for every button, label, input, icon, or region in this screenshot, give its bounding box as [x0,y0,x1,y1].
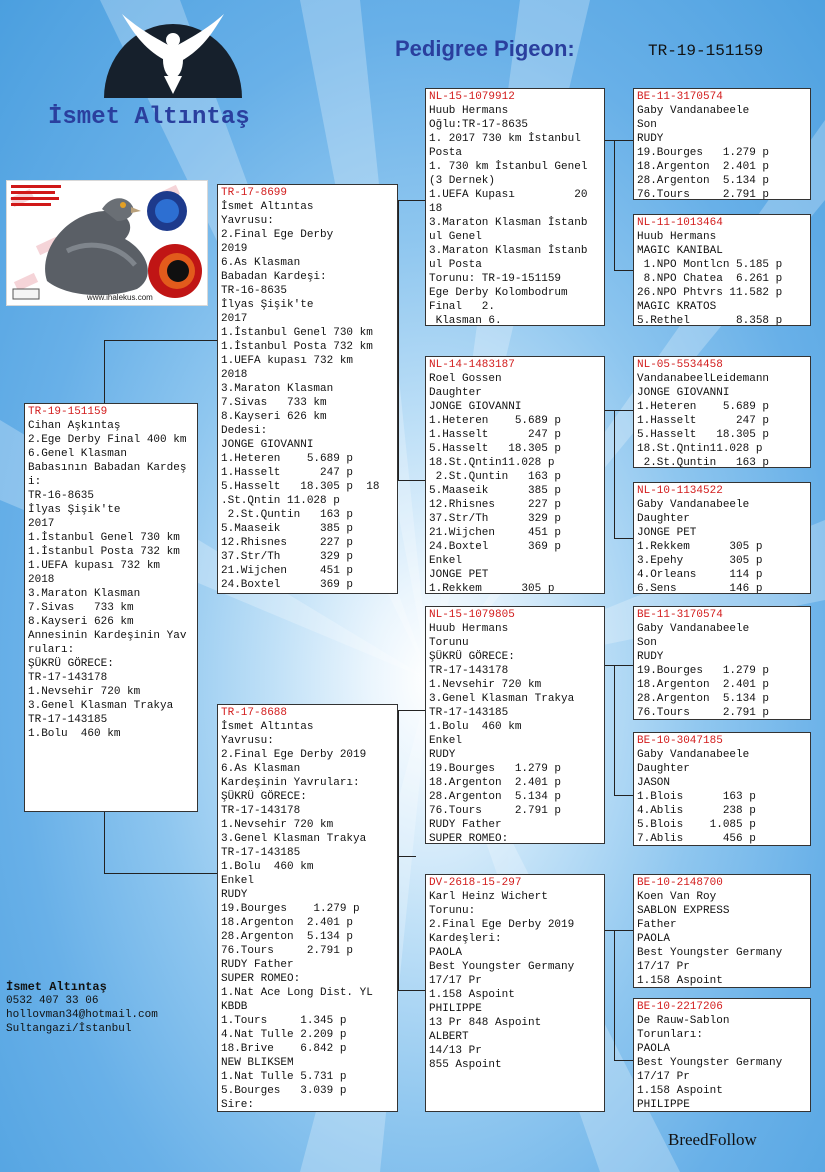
pigeon-info-line: 18.Argenton 2.401 p [637,161,770,173]
pigeon-info-line: 3.Genel Klasman Trakya [221,833,367,845]
pigeon-info-line: 5.Hasselt 18.305 p [429,443,562,455]
pigeon-info-line: Kardeşinin Yavruları: [221,777,360,789]
pigeon-info-line: TR-17-143178 [28,672,108,684]
pigeon-info-line: Gaby Vandanabeele [637,499,750,511]
ring-number: BE-10-3047185 [637,735,723,747]
pigeon-card-sire-sire [425,88,605,326]
pigeon-info-line: 37.Str/Th 329 p [221,551,354,563]
pigeon-info-line: 5.Blois 1.085 p [637,819,756,831]
pigeon-info-line: JONGE GIOVANNI [429,401,522,413]
pigeon-info-line: 1.İstanbul Genel 730 km [221,327,373,339]
pigeon-info-line: Daughter [429,387,482,399]
pigeon-info-line: TR-17-143178 [221,805,301,817]
pigeon-info-line: Cihan Aşkıntaş [28,420,121,432]
pigeon-info-line: 6.Sens 146 p [637,583,763,594]
pigeon-info-line: 5.Maaseik 385 p [221,523,354,535]
pigeon-info-line: SABLON EXPRESS [637,905,730,917]
pigeon-info-line: 3.Maraton Klasman [221,383,334,395]
pigeon-info-line: İsmet Altıntas [221,201,314,213]
pigeon-info-line: Enkel [221,875,255,887]
pigeon-info-line: 37.Str/Th 329 p [429,513,562,525]
pigeon-info-line: 1.UEFA kupası 732 km [221,355,354,367]
pigeon-info-line: 1.NPO Montlcn 5.185 p [637,259,783,271]
pigeon-info-line: 12.Rhisnes 227 p [221,537,354,549]
pigeon-info-line: Torunu: TR-19-151159 [429,273,562,285]
pigeon-info-line: 8.Kayseri 626 km [221,411,327,423]
pigeon-info-line: Huub Hermans [637,231,717,243]
pigeon-info-line: TR-17-143185 [221,847,301,859]
connector [398,990,425,991]
ring-number: BE-11-3170574 [637,91,723,103]
pigeon-info-line: 7.Ablis 456 p [637,833,756,845]
pigeon-info-line: (3 Dernek) [429,175,496,187]
pigeon-card-ds-dam [633,732,811,846]
pigeon-card-dd-dam [633,998,811,1112]
pigeon-info-line: JONGE PET [637,527,697,539]
connector [604,930,633,931]
connector [614,1060,633,1061]
pigeon-info-line: Kardeşleri: [429,933,502,945]
pigeon-info-line: 1.Blois 163 p [637,791,756,803]
pigeon-info-line: Best Youngster Germany [637,1057,783,1069]
pigeon-info-line: 2018 [28,574,55,586]
pigeon-info-line: MAGIC KANIBAL [637,245,723,257]
pigeon-info-line: 1.Heteren 5.689 p [637,401,770,413]
contact-email: hollovman34@hotmail.com [6,1009,158,1021]
ring-number: TR-19-151159 [28,406,108,418]
pigeon-info-line: 4.Nat Tulle 2.209 p [221,1029,347,1041]
pigeon-info-line: KBDB [221,1001,248,1013]
pigeon-info-line: 28.Argenton 5.134 p [637,175,770,187]
pigeon-info-line: 21.Wijchen 451 p [221,565,354,577]
pigeon-info-line: JONGE GIOVANNI [221,439,314,451]
ring-number: BE-10-2217206 [637,1001,723,1013]
pigeon-info-line: 1.Heteren 5.689 p [221,453,354,465]
pigeon-info-line: 1.Tours 1.345 p [221,1015,347,1027]
pigeon-info-line: 2.Final Ege Derby 2019 [221,749,367,761]
pigeon-info-line: 2017 [28,518,55,530]
connector [604,410,633,411]
pigeon-info-line: 1.158 Aspoint [637,1085,723,1097]
pigeon-info-line: Dedesi: [221,425,268,437]
pigeon-info-line: SUPER ROMEO: [429,833,509,844]
pigeon-info-line: Klasman 6. [429,315,502,326]
pigeon-info-line: 19.Bourges 1.279 p [637,147,770,159]
pigeon-info-line: 3.Genel Klasman Trakya [28,700,174,712]
pigeon-info-line: NEW BLIKSEM [221,1057,294,1069]
pigeon-info-line: Roel Gossen [429,373,502,385]
pigeon-info-line: SUPER ROMEO: [221,973,301,985]
connector [104,340,217,341]
pigeon-info-line: Enkel [429,735,463,747]
pigeon-card-ds-sire [633,606,811,720]
pigeon-info-line: Best Youngster Germany [429,961,575,973]
connector [398,200,399,480]
connector [614,795,633,796]
pigeon-info-line: ALBERT [429,1031,469,1043]
pigeon-info-line: ŞÜKRÜ GÖRECE: [429,651,515,663]
owner-name: İsmet Altıntaş [48,104,250,131]
pigeon-info-line: 2.St.Quntin 163 p [429,471,562,483]
pigeon-info-line: 1.Nat Ace Long Dist. YL [221,987,373,999]
pigeon-info-line: RUDY Father [429,819,502,831]
pigeon-photo [6,180,208,306]
pigeon-info-line: 6.As Klasman [221,257,301,269]
pigeon-info-line: JONGE GIOVANNI [637,387,730,399]
brand-logo-text: BreedFollow [668,1130,757,1149]
pigeon-info-line: 2.Ege Derby Final 400 km [28,434,187,446]
ring-number: NL-11-1013464 [637,217,723,229]
pigeon-info-line: 3.Maraton Klasman İstanb [429,217,588,229]
dove-logo [104,12,242,98]
pigeon-info-line: TR-16-8635 [28,490,95,502]
pigeon-info-line: ul Genel [429,231,482,243]
pigeon-info-line: 28.Argenton 5.134 p [637,693,770,705]
pigeon-card-sire [217,184,398,594]
pigeon-info-line: Ege Derby Kolombodrum [429,287,568,299]
pigeon-info-line: Father [637,919,677,931]
pigeon-info-line: 855 Aspoint [429,1059,502,1071]
pigeon-info-line: Babadan Kardeşi: [221,271,327,283]
pigeon-info-line: PHILIPPE [429,1003,482,1015]
pigeon-info-line: 2.St.Quntin 163 p [637,457,770,468]
pigeon-info-line: 1.İstanbul Genel 730 km [28,532,180,544]
pigeon-info-line: 17/17 Pr [637,961,690,973]
pigeon-info-line: 1.İstanbul Posta 732 km [28,546,180,558]
pigeon-info-line: 7.Sivas 733 km [28,602,134,614]
pigeon-info-line: 19.Bourges 1.279 p [429,763,562,775]
pigeon-info-line: 4.Orleans 114 p [637,569,763,581]
pigeon-info-line: 17/17 Pr [637,1071,690,1083]
pigeon-info-line: TR-16-8635 [221,285,288,297]
pigeon-info-line: 76.Tours 2.791 p [637,707,770,719]
connector [398,480,425,481]
pigeon-info-line: 28.Argenton 5.134 p [429,791,562,803]
pigeon-info-line: 12.Rhisnes 227 p [429,499,562,511]
connector [104,873,217,874]
pigeon-info-line: 4.Ablis 238 p [637,805,756,817]
pigeon-info-line: Son [637,119,657,131]
pigeon-info-line: ŞÜKRÜ GÖRECE: [221,791,307,803]
pigeon-info-line: 14/13 Pr [429,1045,482,1057]
pigeon-info-line: TR-17-143185 [429,707,509,719]
pigeon-info-line: 6.As Klasman [221,763,301,775]
pigeon-info-line: 1. 730 km İstanbul Genel [429,161,588,173]
pigeon-info-line: 24.Boxtel 369 p [221,579,354,591]
pigeon-info-line: i: [28,476,42,488]
pigeon-info-line: 1.Rekkem 305 p [429,583,555,594]
pigeon-info-line: Torunları: [637,1029,704,1041]
pigeon-info-line: 1.Rekkem 305 p [637,541,763,553]
pigeon-info-line: 6.Genel Klasman [28,448,128,460]
pigeon-info-line: MAGIC KRATOS [637,301,717,313]
pigeon-info-line: Yavrusu: [221,215,274,227]
pigeon-info-line: 1.Heteren 5.689 p [429,415,562,427]
ring-number: TR-17-8699 [221,187,288,199]
pigeon-info-line: 18.Brive 6.842 p [221,1043,347,1055]
pigeon-info-line: Annesinin Kardeşinin Yav [28,630,187,642]
pigeon-info-line: Posta [429,147,463,159]
contact-location: Sultangazi/İstanbul [6,1023,132,1035]
pigeon-card-sd-dam [633,482,811,594]
connector [614,270,633,271]
ring-number: NL-10-1134522 [637,485,723,497]
connector [614,930,615,1060]
pigeon-info-line: 3.Genel Klasman Trakya [429,693,575,705]
connector [604,140,633,141]
pigeon-info-line: JASON [637,777,671,789]
pigeon-info-line: ŞÜKRÜ GÖRECE: [28,658,114,670]
pigeon-info-line: 5.Bourges 3.039 p [221,1085,347,1097]
pigeon-info-line: RUDY [221,889,248,901]
pigeon-card-dam-sire [425,606,605,844]
pigeon-info-line: 13 Pr 848 Aspoint [429,1017,542,1029]
pigeon-info-line: 1.UEFA kupası 732 km [28,560,161,572]
pigeon-info-line: 2018 [221,369,248,381]
contact-phone: 0532 407 33 06 [6,995,99,1007]
pigeon-card-sire-dam [425,356,605,594]
pigeon-info-line: TR-17-143178 [429,665,509,677]
pigeon-info-line: 28.Argenton 5.134 p [221,931,354,943]
pigeon-info-line: Koen Van Roy [637,891,717,903]
pigeon-info-line: 1.Hasselt 247 p [637,415,770,427]
pigeon-info-line: 24.Boxtel 369 p [429,541,562,553]
pigeon-card-subject [24,403,198,812]
ring-number: NL-05-5534458 [637,359,723,371]
connector [614,410,615,538]
pigeon-card-ss-dam [633,214,811,326]
connector [398,710,425,711]
pigeon-info-line: PAOLA [637,1043,671,1055]
pigeon-info-line: 18.Argenton 2.401 p [637,679,770,691]
connector [398,200,425,201]
pigeon-info-line: 5.Maaseik 385 p [429,485,562,497]
pigeon-info-line: 1.Bolu 460 km [221,861,314,873]
pigeon-info-line: PHILIPPE [637,1099,690,1111]
pigeon-info-line: Daughter [637,513,690,525]
pigeon-info-line: RUDY [637,133,664,145]
connector [398,856,416,857]
pigeon-info-line: 1. 2017 730 km İstanbul [429,133,581,145]
pigeon-info-line: Son [637,637,657,649]
photo-watermark: www.ihalekus.com [87,293,153,302]
pigeon-info-line: Gaby Vandanabeele [637,105,750,117]
contact-block [6,980,158,1036]
connector [614,665,615,795]
connector [104,340,105,403]
pigeon-info-line: 1.Nevsehir 720 km [28,686,141,698]
pigeon-info-line: Gaby Vandanabeele [637,623,750,635]
pigeon-info-line: 1.Nat Tulle 5.731 p [221,1071,347,1083]
pigeon-info-line: 1.Bolu 460 km [429,721,522,733]
pigeon-info-line: 18.St.Qntin11.028 p [637,443,763,455]
pigeon-info-line: İsmet Altıntas [221,721,314,733]
pigeon-info-line: 2019 [221,243,248,255]
pigeon-info-line: 18.St.Qntin11.028 p [429,457,555,469]
pigeon-info-line: Babasının Babadan Kardeş [28,462,187,474]
pigeon-info-line: 17/17 Pr [429,975,482,987]
pigeon-info-line: 3.Maraton Klasman İstanb [429,245,588,257]
pigeon-info-line: 1.Hasselt 247 p [429,429,562,441]
pigeon-info-line: 3.Epehy 305 p [637,555,763,567]
pigeon-info-line: Torunu [429,637,469,649]
pigeon-info-line: Huub Hermans [429,623,509,635]
pigeon-info-line: İlyas Şişik'te [28,504,121,516]
pigeon-info-line: 7.Sivas 733 km [221,397,327,409]
pigeon-info-line: 2.Final Ege Derby [221,229,334,241]
pigeon-info-line: 2.Final Ege Derby 2019 [429,919,575,931]
ring-number: TR-17-8688 [221,707,288,719]
pigeon-info-line: 21.Wijchen 451 p [429,527,562,539]
pigeon-info-line: Daughter [637,763,690,775]
connector [104,810,105,874]
ring-number: NL-15-1079805 [429,609,515,621]
pigeon-info-line: 1.Nevsehir 720 km [221,819,334,831]
pigeon-info-line: 5.Hasselt 18.305 p 18 [221,481,380,493]
ring-number: NL-14-1483187 [429,359,515,371]
pigeon-info-line: TR-17-143185 [28,714,108,726]
pigeon-info-line: 18.Argenton 2.401 p [221,917,354,929]
pigeon-info-line: Oğlu:TR-17-8635 [429,119,529,131]
ring-number: BE-11-3170574 [637,609,723,621]
pigeon-info-line: 19.Bourges 1.279 p [221,903,360,915]
pigeon-info-line: 1.158 Aspoint [429,989,515,1001]
pigeon-info-line: RUDY [429,749,456,761]
pigeon-info-line: 76.Tours 2.791 p [429,805,562,817]
pigeon-info-line: ul Posta [429,259,482,271]
ring-number: NL-15-1079912 [429,91,515,103]
pigeon-info-line: 3.Maraton Klasman [28,588,141,600]
pigeon-info-line: 1.Bolu 460 km [28,728,121,740]
pigeon-info-line: 8.Kayseri 626 km [28,616,134,628]
pedigree-title: Pedigree Pigeon: [395,36,575,61]
pigeon-info-line: 1.158 Aspoint [637,975,723,987]
connector [604,665,633,666]
pigeon-info-line: 2017 [221,313,248,325]
pigeon-info-line: 26.NPO Phtvrs 11.582 p [637,287,783,299]
pigeon-info-line: 19.Bourges 1.279 p [637,665,770,677]
pigeon-info-line: PAOLA [429,947,463,959]
connector [614,538,633,539]
pigeon-info-line: .St.Qntin 11.028 p [221,495,340,507]
pigeon-info-line: 5.Rethel 8.358 p [637,315,783,326]
pigeon-card-sd-sire [633,356,811,468]
pigeon-info-line: 1.UEFA Kupası 20 [429,189,588,201]
pigeon-info-line: 76.Tours 2.791 p [637,189,770,200]
pigeon-info-line: Sire: [221,1099,255,1111]
pigeon-info-line: İlyas Şişik'te [221,299,314,311]
pigeon-info-line: Karl Heinz Wichert [429,891,548,903]
pigeon-card-dd-sire [633,874,811,988]
pigeon-card-dam-dam [425,874,605,1112]
pigeon-info-line: 1.İstanbul Posta 732 km [221,341,373,353]
pedigree-ring-number: TR-19-151159 [648,42,764,60]
pigeon-info-line: Torunu: [429,905,476,917]
pigeon-info-line: 1.Nevsehir 720 km [429,679,542,691]
pigeon-info-line: 8.NPO Chatea 6.261 p [637,273,783,285]
pigeon-info-line: Best Youngster Germany [637,947,783,959]
pigeon-info-line: 5.Hasselt 18.305 p [637,429,770,441]
pigeon-info-line: De Rauw-Sablon [637,1015,730,1027]
pigeon-info-line: VandanabeelLeidemann [637,373,770,385]
pigeon-info-line: Huub Hermans [429,105,509,117]
pigeon-info-line: RUDY [637,651,664,663]
pigeon-info-line: 2.St.Quntin 163 p [221,509,354,521]
pigeon-info-line: 18.Argenton 2.401 p [429,777,562,789]
pigeon-info-line: 76.Tours 2.791 p [221,945,354,957]
pigeon-info-line: ruları: [28,644,75,656]
pigeon-info-line: Yavrusu: [221,735,274,747]
pigeon-card-ss-sire [633,88,811,200]
pigeon-info-line: PAOLA [637,933,671,945]
connector [398,710,399,990]
ring-number: DV-2618-15-297 [429,877,522,889]
pigeon-info-line: Final 2. [429,301,496,313]
connector [614,140,615,270]
pigeon-info-line: JONGE PET [429,569,489,581]
pigeon-info-line: Gaby Vandanabeele [637,749,750,761]
contact-name: İsmet Altıntaş [6,980,107,994]
ring-number: BE-10-2148700 [637,877,723,889]
pigeon-info-line: Enkel [429,555,463,567]
pigeon-info-line: 18 [429,203,443,215]
pigeon-info-line: 1.Hasselt 247 p [221,467,354,479]
pigeon-card-dam [217,704,398,1112]
pigeon-info-line: RUDY Father [221,959,294,971]
